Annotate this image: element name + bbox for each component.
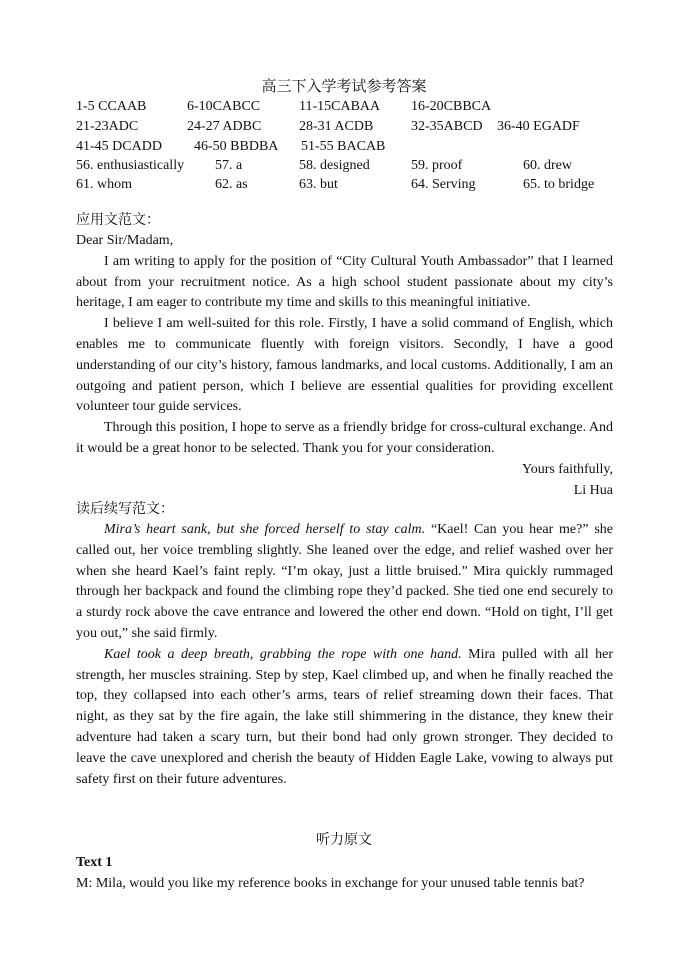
letter-closing: Yours faithfully, (521, 461, 613, 477)
page-title: 高三下入学考试参考答案 (261, 79, 427, 95)
answer-group: 36-40 EGADF (497, 119, 580, 134)
answer-group: 56. enthusiastically (76, 158, 185, 173)
letter-paragraph: I am writing to apply for the position of “City Cultural Youth Ambassador” that I learned about from your recruitment notice. As a high school student passionate about my city’s heritage, I am eager to contribute my time and skills to this meaningful initiative. (76, 253, 613, 311)
text-label: Text 1 (76, 855, 113, 870)
answer-group: 62. as (215, 177, 248, 192)
essay-paragraph (76, 645, 613, 791)
answer-group: 65. to bridge (523, 177, 595, 192)
answer-group: 58. designed (299, 158, 370, 173)
application-heading: 应用文范文： (76, 213, 160, 228)
answer-group: 1-5 CCAAB (76, 99, 147, 114)
letter-paragraph: I believe I am well-suited for this role. Firstly, I have a solid command of English, which enables me to communicate fluently with foreign visitors. Secondly, I have a good understanding of our city’s history, famous landmarks, and local customs. Additionally, I am an outgoing and patient person, which I believe are essential qualities for providing excellent volunteer tour guide services. (76, 316, 613, 415)
answer-group: 57. a (215, 158, 243, 173)
answer-group: 46-50 BBDBA (194, 139, 279, 154)
answer-group: 21-23ADC (76, 119, 139, 134)
essay-paragraph (76, 520, 613, 645)
answer-group: 41-45 DCADD (76, 139, 162, 154)
essay-lead-sentence: Mira’s heart sank, but she forced herself to stay calm. (104, 522, 426, 537)
letter-greeting: Dear Sir/Madam, (76, 233, 174, 248)
application-letter (76, 231, 613, 501)
essay-body: “Kael! Can you hear me?” she called out, her voice trembling slightly. She leaned over the edge, and relief washed over her when she heard Kael’s faint reply. “I’m okay, just a little bruised.” Mira quickly rummaged through her backpack and found the climbing rope they’d packed. She tied one end securely to a sturdy rock above the cave entrance and lowered the other end down. “Hold on tight, I’ll get you out,” she said firmly. (76, 522, 614, 641)
answer-group: 61. whom (76, 177, 132, 192)
answer-group: 60. drew (523, 158, 572, 173)
letter-signature: Li Hua (573, 482, 613, 498)
essay-lead-sentence: Kael took a deep breath, grabbing the rope with one hand. (104, 646, 462, 662)
answer-group: 28-31 ACDB (299, 119, 374, 134)
answer-group: 16-20CBBCA (411, 99, 492, 114)
answer-group: 51-55 BACAB (301, 139, 386, 154)
answer-group: 63. but (299, 177, 338, 192)
letter-paragraph: Through this position, I hope to serve as a friendly bridge for cross-cultural exchange. And it would be a great honor to be selected. Thank you for your consideration. (76, 420, 613, 456)
answer-group: 24-27 ADBC (187, 119, 262, 134)
dialogue-line: M: Mila, would you like my reference books in exchange for your unused table tennis bat? (76, 876, 585, 891)
answer-group: 11-15CABAA (299, 99, 381, 114)
answer-group: 59. proof (411, 158, 463, 173)
listening-title: 听力原文 (316, 833, 372, 848)
essay-body: Mira pulled with all her strength, her muscles straining. Step by step, Kael climbed up, and when he finally reached the top, they collapsed into each other’s arms, tears of relief streaming down their faces. That night, as they sat by the fire again, the lake still shimmering in the distance, they knew their adventure had taken a scary turn, but their bond had only grown stronger. They decided to leave the cave unexplored and cherish the beauty of Hidden Eagle Lake, vowing to always put safety first on their future adventures. (76, 646, 614, 787)
answer-group: 64. Serving (411, 177, 476, 192)
answer-group: 32-35ABCD (411, 119, 483, 134)
continuation-essay (76, 520, 613, 790)
answer-group: 6-10CABCC (187, 99, 261, 114)
continuation-heading: 读后续写范文： (76, 502, 174, 517)
